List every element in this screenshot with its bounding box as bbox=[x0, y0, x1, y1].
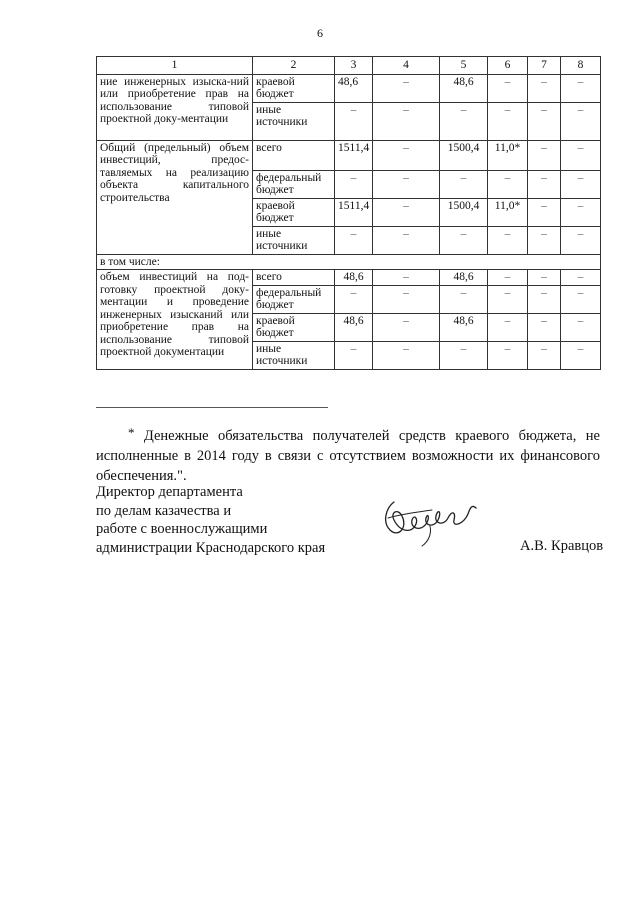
row-description: объем инвестиций на под-готовку проектной доку-ментации и проведение инженерных изысканий или приобретение прав на использование типовой проектной документации bbox=[97, 270, 253, 370]
value-cell: – bbox=[335, 226, 373, 254]
column-header: 5 bbox=[440, 57, 488, 75]
value-cell: – bbox=[488, 226, 528, 254]
funding-source: федеральный бюджет bbox=[253, 285, 335, 313]
value-cell: 11,0* bbox=[488, 140, 528, 170]
column-header: 1 bbox=[97, 57, 253, 75]
funding-source: федеральный бюджет bbox=[253, 170, 335, 198]
value-cell: – bbox=[335, 341, 373, 369]
value-cell: – bbox=[528, 313, 561, 341]
value-cell: – bbox=[528, 226, 561, 254]
value-cell: – bbox=[528, 140, 561, 170]
funding-source: краевой бюджет bbox=[253, 198, 335, 226]
value-cell: 1511,4 bbox=[335, 198, 373, 226]
signatory-title bbox=[96, 483, 325, 557]
value-cell: – bbox=[528, 285, 561, 313]
value-cell: – bbox=[373, 285, 440, 313]
value-cell: – bbox=[561, 140, 601, 170]
value-cell: – bbox=[488, 285, 528, 313]
signatory-name: А.В. Кравцов bbox=[520, 538, 604, 554]
footnote-divider bbox=[96, 407, 328, 408]
funding-source: всего bbox=[253, 140, 335, 170]
column-header: 4 bbox=[373, 57, 440, 75]
value-cell: 48,6 bbox=[440, 270, 488, 286]
value-cell: – bbox=[528, 102, 561, 140]
value-cell: 48,6 bbox=[440, 74, 488, 102]
value-cell: – bbox=[373, 226, 440, 254]
table-row bbox=[97, 140, 601, 170]
value-cell: – bbox=[488, 102, 528, 140]
value-cell: – bbox=[561, 341, 601, 369]
value-cell: – bbox=[335, 285, 373, 313]
value-cell: 1500,4 bbox=[440, 140, 488, 170]
value-cell: – bbox=[373, 102, 440, 140]
value-cell: 48,6 bbox=[335, 270, 373, 286]
row-description: ние инженерных изыска-ний или приобретение прав на использование типовой проектной доку-ментации bbox=[97, 74, 253, 140]
value-cell: – bbox=[528, 170, 561, 198]
value-cell: – bbox=[561, 313, 601, 341]
table-header-row bbox=[97, 57, 601, 75]
signatory-title-line: администрации Краснодарского края bbox=[96, 539, 326, 556]
value-cell: – bbox=[528, 74, 561, 102]
column-header: 3 bbox=[335, 57, 373, 75]
section-label-row bbox=[97, 254, 601, 270]
investment-table bbox=[96, 56, 601, 370]
handwritten-signature bbox=[372, 488, 492, 550]
value-cell: 48,6 bbox=[440, 313, 488, 341]
value-cell: – bbox=[440, 226, 488, 254]
column-header: 8 bbox=[561, 57, 601, 75]
value-cell: – bbox=[335, 102, 373, 140]
value-cell: 48,6 bbox=[335, 74, 373, 102]
value-cell: – bbox=[335, 170, 373, 198]
column-header: 7 bbox=[528, 57, 561, 75]
value-cell: – bbox=[488, 313, 528, 341]
table-row bbox=[97, 74, 601, 102]
value-cell: – bbox=[528, 270, 561, 286]
footnote bbox=[96, 423, 600, 486]
funding-source: краевой бюджет bbox=[253, 74, 335, 102]
funding-source: иные источники bbox=[253, 226, 335, 254]
section-label: в том числе: bbox=[97, 254, 601, 270]
value-cell: – bbox=[373, 270, 440, 286]
value-cell: – bbox=[561, 198, 601, 226]
value-cell: 1500,4 bbox=[440, 198, 488, 226]
signatory-title-line: Директор департамента bbox=[96, 484, 243, 500]
page-number: 6 bbox=[317, 26, 323, 40]
value-cell: – bbox=[561, 102, 601, 140]
funding-source: всего bbox=[253, 270, 335, 286]
funding-source: иные источники bbox=[253, 102, 335, 140]
value-cell: 48,6 bbox=[335, 313, 373, 341]
value-cell: – bbox=[561, 170, 601, 198]
value-cell: 11,0* bbox=[488, 198, 528, 226]
column-header: 2 bbox=[253, 57, 335, 75]
value-cell: – bbox=[488, 170, 528, 198]
value-cell: – bbox=[373, 313, 440, 341]
value-cell: – bbox=[373, 341, 440, 369]
value-cell: 1511,4 bbox=[335, 140, 373, 170]
value-cell: – bbox=[488, 270, 528, 286]
funding-source: иные источники bbox=[253, 341, 335, 369]
value-cell: – bbox=[440, 102, 488, 140]
footnote-text: Денежные обязательства получателей средств краевого бюджета, не исполненные в 2014 году в связи с отсутствием возможности их финансового обеспечения.". bbox=[96, 428, 600, 484]
value-cell: – bbox=[528, 198, 561, 226]
value-cell: – bbox=[373, 140, 440, 170]
value-cell: – bbox=[440, 285, 488, 313]
value-cell: – bbox=[488, 341, 528, 369]
value-cell: – bbox=[488, 74, 528, 102]
value-cell: – bbox=[373, 198, 440, 226]
signatory-title-line: работе с военнослужащими bbox=[96, 521, 268, 537]
value-cell: – bbox=[440, 170, 488, 198]
table-body bbox=[97, 57, 601, 370]
footnote-marker: * bbox=[128, 425, 135, 440]
value-cell: – bbox=[561, 270, 601, 286]
column-header: 6 bbox=[488, 57, 528, 75]
value-cell: – bbox=[561, 74, 601, 102]
value-cell: – bbox=[373, 170, 440, 198]
value-cell: – bbox=[373, 74, 440, 102]
value-cell: – bbox=[561, 226, 601, 254]
value-cell: – bbox=[440, 341, 488, 369]
signatory-title-line: по делам казачества и bbox=[96, 502, 232, 519]
value-cell: – bbox=[561, 285, 601, 313]
funding-source: краевой бюджет bbox=[253, 313, 335, 341]
table-row bbox=[97, 270, 601, 286]
value-cell: – bbox=[528, 341, 561, 369]
row-description: Общий (предельный) объем инвестиций, предос-тавляемых на реализацию объекта капитального строительства bbox=[97, 140, 253, 254]
